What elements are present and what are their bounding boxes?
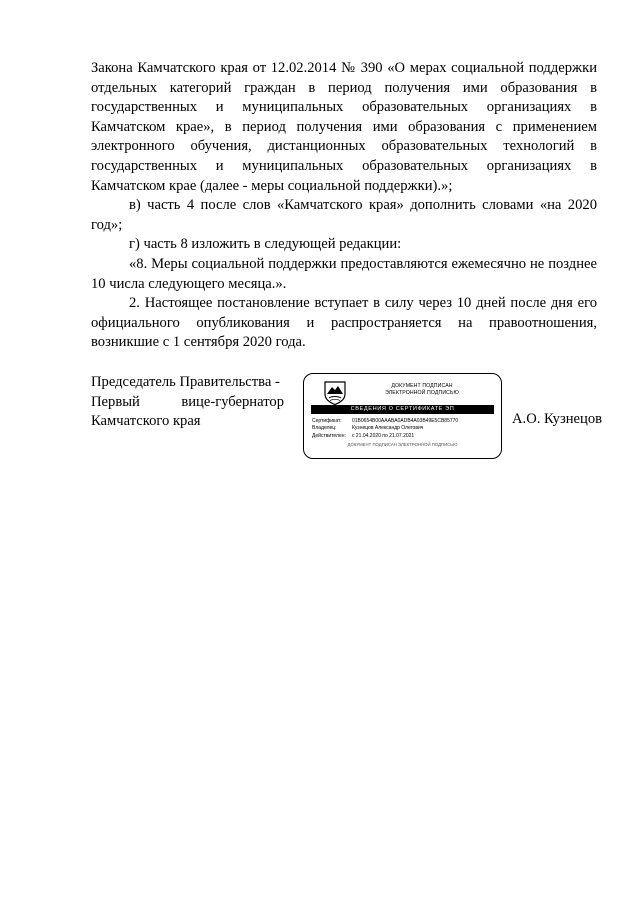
stamp-header <box>362 383 482 397</box>
electronic-signature-stamp <box>303 373 502 459</box>
stamp-details <box>312 418 458 440</box>
validity-label: Действителен: <box>312 432 346 439</box>
stamp-header-line-2: ЭЛЕКТРОННОЙ ПОДПИСЬЮ <box>385 390 459 396</box>
stamp-row-validity <box>312 433 458 440</box>
stamp-header-line-1: ДОКУМЕНТ ПОДПИСАН <box>391 383 453 389</box>
paragraph-item-v: в) часть 4 после слов «Камчатского края» дополнить словами «на 2020 год»; <box>91 197 597 233</box>
paragraph-item-g: г) часть 8 изложить в следующей редакции: <box>129 236 402 253</box>
validity-value: с 21.04.2020 по 21.07.2021 <box>352 432 415 439</box>
owner-value: Кузнецов Александр Олегович <box>352 425 424 432</box>
position-line-2-first: Первый <box>91 393 140 410</box>
coat-of-arms-icon <box>324 380 346 405</box>
certificate-label: Сертификат: <box>312 418 342 424</box>
paragraph-law-reference: Закона Камчатского края от 12.02.2014 № 390 «О мерах социальной поддержки отдельных категорий граждан в период получения ими образования в государственных и муниципальных образовательных организациях в Камчатском крае», в период получения ими образования с применением электронного обучения, дистанционных образовательных технологий в государственных и муниципальных образовательных организациях в Камчатском крае (далее - меры социальной поддержки).»; <box>91 60 597 194</box>
stamp-row-owner <box>312 425 458 432</box>
position-line-3: Камчатского края <box>91 413 201 430</box>
paragraph-part-8: «8. Меры социальной поддержки предоставляются ежемесячно не позднее 10 числа следующего месяца.». <box>91 255 597 292</box>
signatory-position <box>91 373 284 432</box>
owner-label: Владелец: <box>312 425 337 432</box>
position-line-1: Председатель Правительства - <box>91 374 280 390</box>
stamp-row-certificate <box>312 418 458 425</box>
position-line-2 <box>91 393 284 413</box>
stamp-footer: ДОКУМЕНТ ПОДПИСАН ЭЛЕКТРОННОЙ ПОДПИСЬЮ <box>347 442 458 447</box>
certificate-value: 01B0654B00AAABA0ADB4A03B49E5CB85770 <box>352 418 459 424</box>
stamp-title-bar: СВЕДЕНИЯ О СЕРТИФИКАТЕ ЭП <box>311 405 494 414</box>
document-body <box>91 59 597 353</box>
paragraph-effective-date: 2. Настоящее постановление вступает в силу через 10 дней после дня его официального опубликования и распространяется на правоотношения, возникшие с 1 сентября 2020 года. <box>91 295 597 351</box>
signatory-name: А.О. Кузнецов <box>512 411 603 427</box>
position-line-2-second: вице-губернатор <box>181 393 284 410</box>
